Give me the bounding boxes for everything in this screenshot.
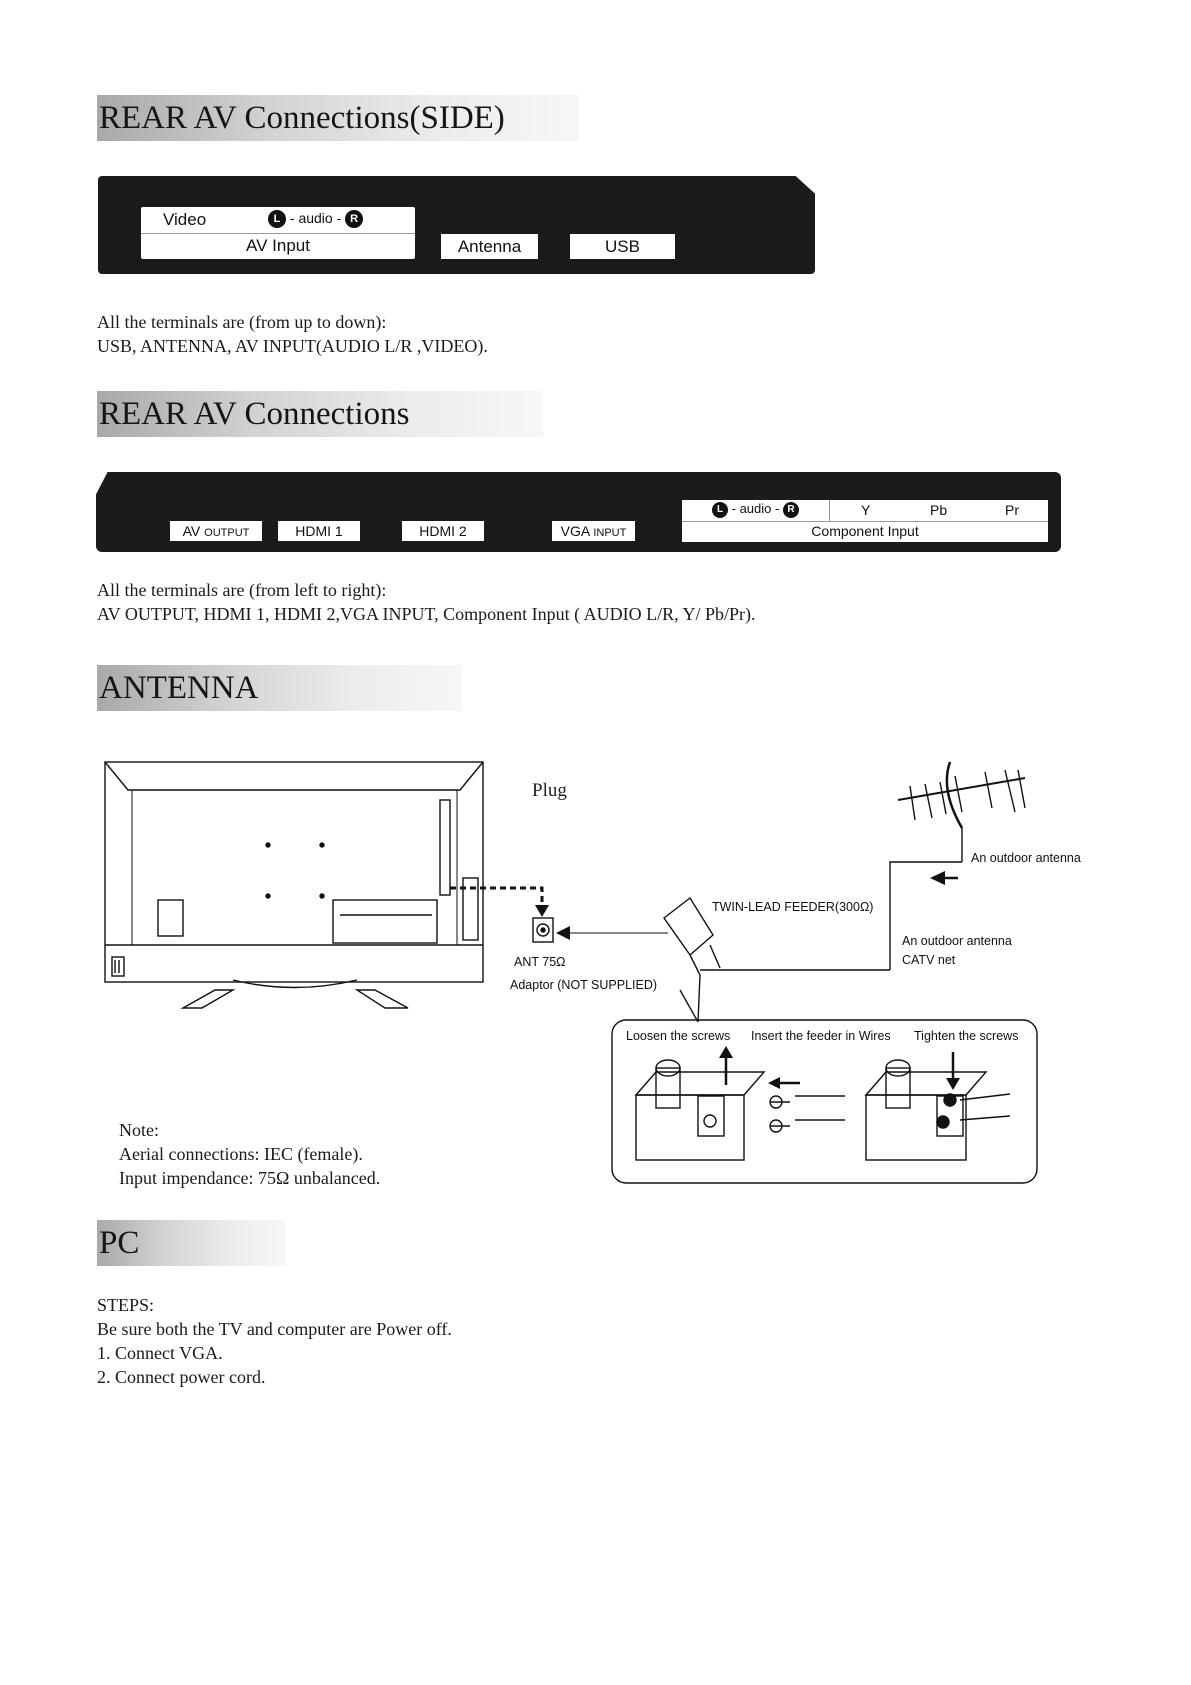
section-heading-rear: REAR AV Connections — [97, 391, 543, 437]
section-heading-antenna: ANTENNA — [97, 665, 462, 711]
component-audio-label: - audio - — [731, 501, 780, 516]
side-text-line2: USB, ANTENNA, AV INPUT(AUDIO L/R ,VIDEO). — [97, 336, 488, 356]
av-output-label: AV OUTPUT — [170, 521, 262, 541]
step-item: 1. Connect VGA. — [97, 1343, 223, 1363]
plug-label: Plug — [532, 780, 567, 801]
pb-label: Pb — [930, 502, 948, 518]
av-input-label-box — [141, 207, 415, 259]
side-text-line1: All the terminals are (from up to down): — [97, 312, 387, 332]
section-heading-side: REAR AV Connections(SIDE) — [97, 95, 579, 141]
component-input-label-box — [682, 500, 1048, 542]
section-heading-pc: PC — [97, 1220, 286, 1266]
av-input-label: AV Input — [246, 236, 310, 255]
y-label: Y — [861, 502, 871, 518]
rear-text-line1: All the terminals are (from left to right): — [97, 580, 387, 600]
outdoor-antenna-label: An outdoor antenna — [971, 851, 1081, 865]
insert-feeder-label: Insert the feeder in Wires — [751, 1029, 891, 1043]
ant-75-label: ANT 75Ω — [514, 955, 566, 969]
catv-label-line2: CATV net — [902, 953, 956, 967]
rear-text-line2: AV OUTPUT, HDMI 1, HDMI 2,VGA INPUT, Component Input ( AUDIO L/R, Y/ Pb/Pr). — [97, 604, 756, 624]
note-line1: Aerial connections: IEC (female). — [119, 1144, 363, 1164]
step-item: 2. Connect power cord. — [97, 1367, 266, 1387]
step-item: Be sure both the TV and computer are Power off. — [97, 1319, 452, 1339]
audio-label: - audio - — [289, 210, 342, 226]
twin-lead-label: TWIN-LEAD FEEDER(300Ω) — [712, 900, 874, 914]
tighten-screws-label: Tighten the screws — [914, 1029, 1019, 1043]
antenna-connection-diagram — [0, 740, 1191, 1200]
right-audio-badge: R — [345, 210, 363, 228]
loosen-screws-label: Loosen the screws — [626, 1029, 731, 1043]
catv-label-line1: An outdoor antenna — [902, 934, 1012, 948]
vga-input-label: VGA INPUT — [552, 521, 635, 541]
component-left-badge: L — [712, 502, 728, 518]
left-audio-badge: L — [268, 210, 286, 228]
note-label: Note: — [119, 1120, 159, 1140]
antenna-label: Antenna — [441, 234, 538, 259]
pr-label: Pr — [1005, 502, 1019, 518]
component-right-badge: R — [783, 502, 799, 518]
component-input-label: Component Input — [811, 523, 919, 539]
steps-label: STEPS: — [97, 1295, 155, 1315]
hdmi1-label: HDMI 1 — [278, 521, 360, 541]
hdmi2-label: HDMI 2 — [402, 521, 484, 541]
note-line2: Input impendance: 75Ω unbalanced. — [119, 1168, 381, 1188]
usb-label: USB — [570, 234, 675, 259]
video-label: Video — [163, 210, 207, 229]
adaptor-label: Adaptor (NOT SUPPLIED) — [510, 978, 658, 992]
